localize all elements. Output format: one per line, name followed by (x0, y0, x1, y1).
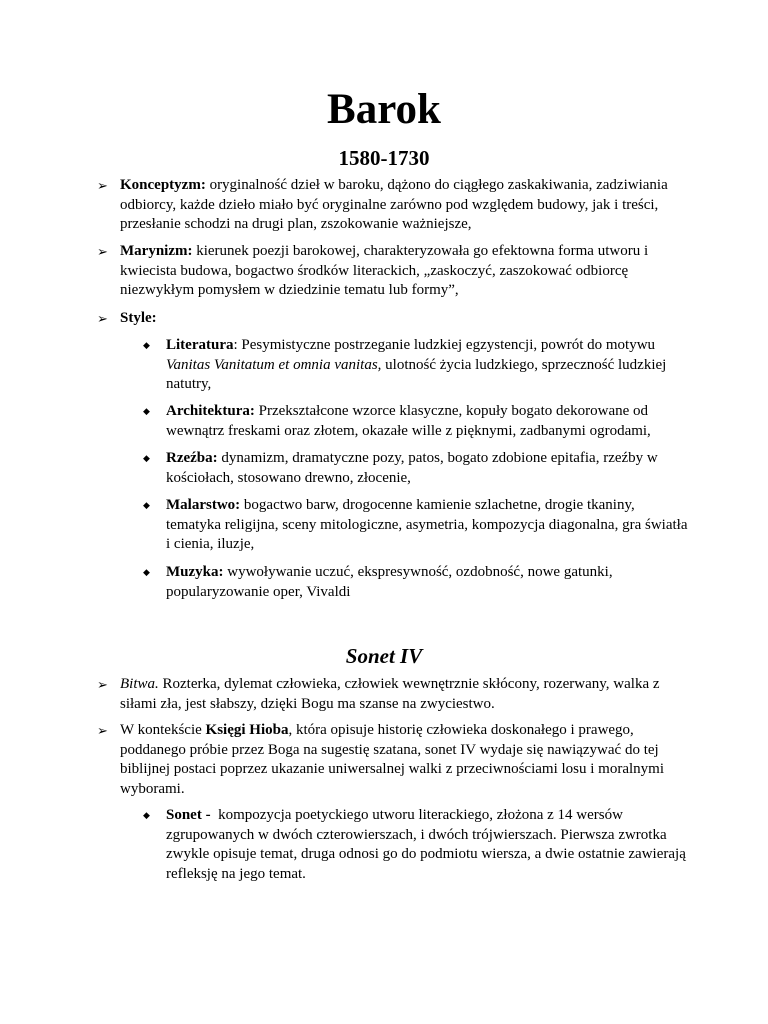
arrow-bullet-icon: ➢ (97, 311, 108, 326)
item-text: wywoływanie uczuć, ekspresywność, ozdobność, nowe gatunki, popularyzowanie oper, Vivaldi (166, 564, 613, 600)
list-item-architektura (166, 402, 692, 441)
list-item-style (120, 309, 690, 329)
diamond-bullet-icon: ◆ (143, 406, 150, 416)
term-label: Malarstwo: (166, 497, 241, 513)
item-text: , która opisuje historię człowieka doskonałego i prawego, poddanego próbie przez Boga na sugestię szatana, sonet IV wydaje się nawiązywać do tej biblijnej postaci poprzez ukazanie uniwersalnej walki z przeciwnościami losu i moralnymi wyborami. (120, 722, 664, 797)
item-text: W kontekście (120, 722, 206, 738)
diamond-bullet-icon: ◆ (143, 567, 150, 577)
term-label: Style: (120, 310, 157, 326)
list-item-malarstwo (166, 496, 692, 555)
list-item-konceptyzm (120, 176, 690, 235)
term-label: Literatura (166, 337, 234, 353)
arrow-bullet-icon: ➢ (97, 178, 108, 193)
list-item-sonet-definition (166, 806, 692, 884)
diamond-bullet-icon: ◆ (143, 810, 150, 820)
item-text: Rozterka, dylemat człowieka, człowiek wewnętrznie skłócony, rozerwany, walka z siłami zła, jest słabszy, dzięki Bogu ma szanse na zwyciestwo. (120, 676, 660, 712)
diamond-bullet-icon: ◆ (143, 453, 150, 463)
item-text: oryginalność dzieł w baroku, dążono do ciągłego zaskakiwania, zadziwiania odbiorcy, każde dzieło miało być oryginalne zarówno pod względem budowy, jak i treści, przesłanie schodzi na drugi plan, zszokowanie ważniejsze, (120, 177, 668, 232)
list-item-rzezba (166, 449, 692, 488)
item-text: kompozycja poetyckiego utworu literackiego, złożona z 14 wersów zgrupowanych w dwóch czterowierszach, i dwóch trójwierszach. Pierwsza zwrotka zwykle opisuje temat, druga odnosi go do podmiotu wiersza, a dwie ostatnie zawierają refleksję na jego temat. (166, 807, 690, 882)
list-item-muzyka (166, 563, 692, 602)
term-label: Marynizm: (120, 243, 193, 259)
arrow-bullet-icon: ➢ (97, 723, 108, 738)
book-title: Księgi Hioba (205, 722, 289, 738)
item-text: Przekształcone wzorce klasyczne, kopuły bogato dekorowane od wewnątrz freskami oraz złotem, okazałe wille z pięknymi, zadbanymi ogrodami, (166, 403, 651, 439)
term-label: Architektura: (166, 403, 255, 419)
term-label: Sonet - (166, 807, 211, 823)
diamond-bullet-icon: ◆ (143, 340, 150, 350)
term-label: Bitwa. (120, 676, 159, 692)
list-item-bitwa (120, 675, 690, 714)
item-text: : Pesymistyczne postrzeganie ludzkiej egzystencji, powrót do motywu (233, 337, 656, 353)
term-label: Konceptyzm: (120, 177, 206, 193)
item-text: bogactwo barw, drogocenne kamienie szlachetne, drogie tkaniny, tematyka religijna, sceny mitologiczne, asymetria, kompozycja diagonalna, gra światła i cienia, iluzje, (166, 497, 688, 552)
arrow-bullet-icon: ➢ (97, 677, 108, 692)
diamond-bullet-icon: ◆ (143, 500, 150, 510)
page-subtitle-years: 1580-1730 (338, 146, 430, 170)
page-title: Barok (327, 86, 441, 133)
list-item-literatura (166, 336, 692, 395)
term-label: Muzyka: (166, 564, 224, 580)
item-text: kierunek poezji barokowej, charakteryzowała go efektowna forma utworu i kwiecista budowa, bogactwo środków literackich, „zaskoczyć, zaszokować odbiorcę niezwykłym pomysłem w dziedzinie tematu lub formy”, (120, 243, 649, 298)
latin-phrase: Vanitas Vanitatum et omnia vanitas, (166, 356, 382, 373)
section-heading-sonet: Sonet IV (345, 644, 423, 668)
item-text: dynamizm, dramatyczne pozy, patos, bogato zdobione epitafia, rzeźby w kościołach, stosowano drewno, złocenie, (166, 450, 658, 486)
term-label: Rzeźba: (166, 450, 218, 466)
list-item-marynizm (120, 242, 690, 301)
arrow-bullet-icon: ➢ (97, 244, 108, 259)
list-item-ksiega-hioba (120, 721, 690, 799)
item-text: ulotność życia ludzkiego, sprzeczność ludzkiej natutry, (166, 356, 667, 392)
